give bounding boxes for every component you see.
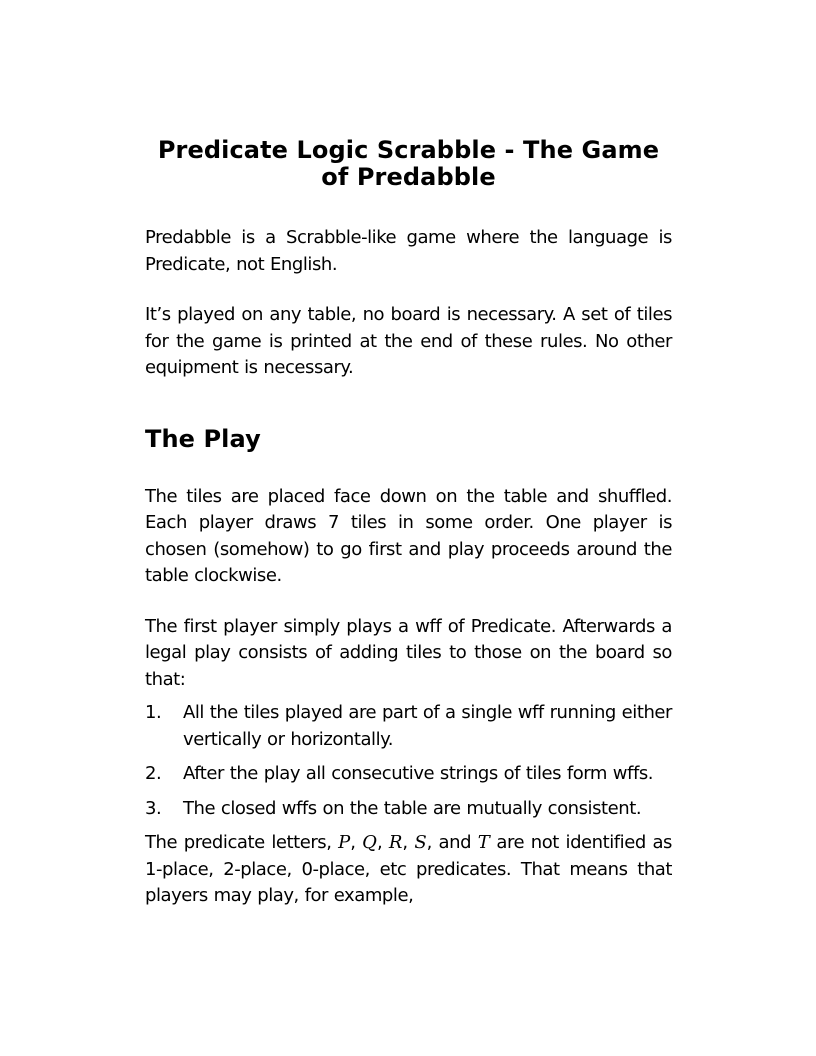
legal-play-paragraph: The first player simply plays a wff of Predicate. Afterwards a legal play consists of adding tiles to those on the board so that: [145, 615, 672, 690]
rules-list [145, 700, 672, 822]
intro-paragraph: Predabble is a Scrabble-like game where the language is Predicate, not English. [145, 227, 672, 275]
predicate-letter: S [414, 832, 427, 853]
letter-separator: , [402, 832, 415, 853]
rule-text: The closed wffs on the table are mutually consistent. [183, 797, 642, 819]
rule-text: All the tiles played are part of a single wff running either vertically or horizontally. [183, 702, 672, 750]
predicate-letter: Q [362, 832, 377, 853]
rule-item [145, 761, 672, 788]
predicate-letter: P [338, 832, 351, 853]
predicate-intro-text: The predicate letters, [145, 832, 339, 853]
rule-number: 1. [145, 702, 162, 723]
rule-number: 2. [145, 763, 162, 784]
rule-number: 3. [145, 797, 162, 819]
predicate-letter: R [388, 832, 403, 853]
letter-separator: , [376, 832, 389, 853]
predicate-letter: T [477, 832, 490, 853]
predicate-letters-paragraph [145, 830, 672, 910]
section-heading-the-play: The Play [145, 424, 261, 453]
document-page [145, 137, 672, 910]
predicate-outro-text: are not identified as 1-place, 2-place, 0-place, etc predicates. That means that players may play, for example, [145, 832, 672, 906]
rule-text: After the play all consecutive strings of tiles form wffs. [183, 763, 654, 784]
equipment-paragraph: It’s played on any table, no board is necessary. A set of tiles for the game is printed at the end of these rules. No other equipment is necessary. [145, 304, 672, 378]
document-title: Predicate Logic Scrabble - The Game of Predabble [157, 136, 660, 191]
rule-item [145, 796, 672, 823]
letter-separator: , [350, 832, 363, 853]
setup-paragraph: The tiles are placed face down on the table and shuffled. Each player draws 7 tiles in some order. One player is chosen (somehow) to go first and play proceeds around the table clockwise. [145, 485, 672, 586]
rule-item [145, 700, 672, 753]
letter-separator-and: , and [426, 832, 478, 853]
